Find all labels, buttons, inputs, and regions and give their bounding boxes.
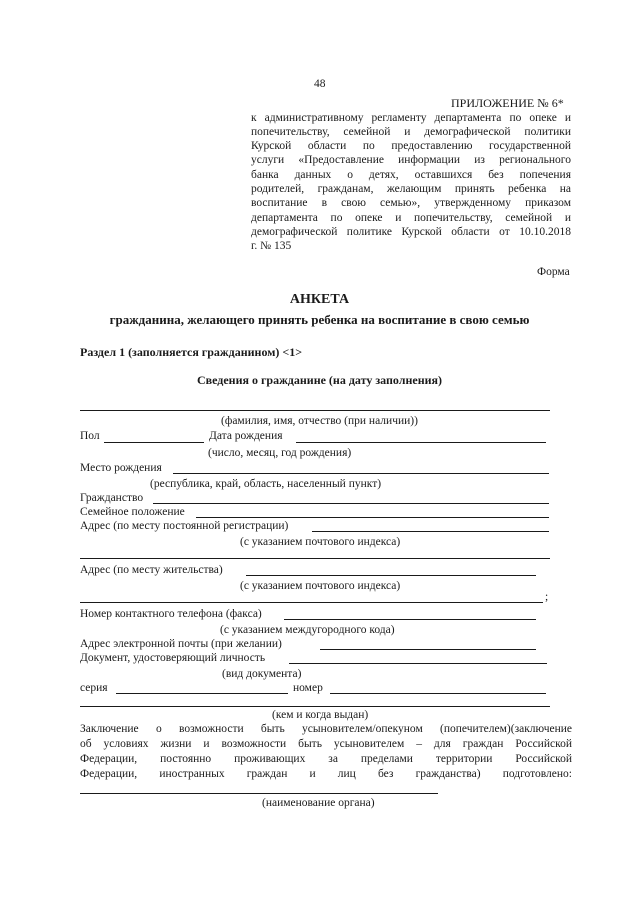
phone-label: Номер контактного телефона (факса): [80, 608, 262, 620]
semicolon: ;: [545, 591, 549, 603]
page-number: 48: [314, 78, 326, 90]
number-field[interactable]: [330, 693, 546, 694]
reg-address-field[interactable]: [312, 531, 549, 532]
birth-date-field[interactable]: [296, 442, 546, 443]
number-label: номер: [293, 682, 323, 694]
email-field[interactable]: [320, 649, 536, 650]
birth-place-label: Место рождения: [80, 462, 162, 474]
reg-address-label: Адрес (по месту постоянной регистрации): [80, 520, 289, 532]
appendix-line: воспитание в свою семью», утвержденному приказом: [251, 197, 571, 209]
form-label: Форма: [537, 266, 570, 278]
conclusion-line: Заключение о возможности быть усыновителем/опекуном (попечителем)(заключение: [80, 723, 572, 735]
phone-hint: (с указанием междугородного кода): [220, 624, 395, 636]
live-address-line-2[interactable]: [80, 602, 543, 603]
appendix-line: услуги «Предоставление информации из регионального: [251, 154, 571, 166]
conclusion-line: Федерации, иностранных граждан и лиц без гражданства) подготовлено:: [80, 768, 572, 780]
conclusion-line: Федерации, постоянно проживающих за пределами территории Российской: [80, 753, 572, 765]
marital-status-field[interactable]: [196, 517, 549, 518]
birth-place-field[interactable]: [173, 473, 549, 474]
sex-label: Пол: [80, 430, 100, 442]
birth-place-hint: (республика, край, область, населенный пункт): [150, 478, 382, 490]
form-subtitle: гражданина, желающего принять ребенка на воспитание в свою семью: [109, 312, 530, 327]
appendix-line: попечительству, семейной и демографической политики: [251, 126, 571, 138]
section-title: Раздел 1 (заполняется гражданином) <1>: [80, 345, 303, 359]
id-doc-hint: (вид документа): [222, 668, 302, 680]
fio-hint: (фамилия, имя, отчество (при наличии)): [221, 415, 418, 427]
id-doc-field[interactable]: [289, 663, 547, 664]
reg-address-line-2[interactable]: [80, 558, 550, 559]
live-address-label: Адрес (по месту жительства): [80, 564, 223, 576]
live-address-postal-hint: (с указанием почтового индекса): [240, 580, 401, 592]
appendix-line: г. № 135: [251, 240, 292, 252]
email-label: Адрес электронной почты (при желании): [80, 638, 282, 650]
conclusion-line: об условиях жизни и возможности быть усыновителем – для граждан Российской: [80, 738, 572, 750]
appendix-line: к административному регламенту департамента по опеке и: [251, 112, 571, 124]
live-address-field[interactable]: [246, 575, 536, 576]
organ-line[interactable]: [80, 793, 438, 794]
marital-status-label: Семейное положение: [80, 506, 185, 518]
reg-address-postal-hint: (с указанием почтового индекса): [240, 536, 401, 548]
appendix-line: банка данных о детях, оставшихся без попечения: [251, 169, 571, 181]
appendix-line: демографической политике Курской области от 10.10.2018: [251, 226, 571, 238]
birth-date-label: Дата рождения: [209, 430, 283, 442]
issued-by-hint: (кем и когда выдан): [272, 709, 369, 721]
citizenship-field[interactable]: [153, 503, 549, 504]
appendix-line: родителей, гражданам, желающим принять ребенка на: [251, 183, 571, 195]
birth-date-hint: (число, месяц, год рождения): [208, 447, 352, 459]
citizenship-label: Гражданство: [80, 492, 144, 504]
issued-by-line[interactable]: [80, 706, 550, 707]
id-doc-label: Документ, удостоверяющий личность: [80, 652, 266, 664]
appendix-line: департамента по опеке и попечительству, семейной и: [251, 212, 571, 224]
form-title: АНКЕТА: [289, 292, 350, 307]
appendix-title: ПРИЛОЖЕНИЕ № 6*: [451, 96, 564, 110]
series-label: серия: [80, 682, 108, 694]
series-field[interactable]: [116, 693, 288, 694]
phone-field[interactable]: [284, 619, 536, 620]
organ-hint: (наименование органа): [262, 797, 375, 809]
section-subtitle: Сведения о гражданине (на дату заполнения): [196, 373, 443, 387]
sex-field[interactable]: [104, 442, 204, 443]
fio-line[interactable]: [80, 410, 550, 411]
appendix-line: Курской области по предоставлению государственной: [251, 140, 571, 152]
